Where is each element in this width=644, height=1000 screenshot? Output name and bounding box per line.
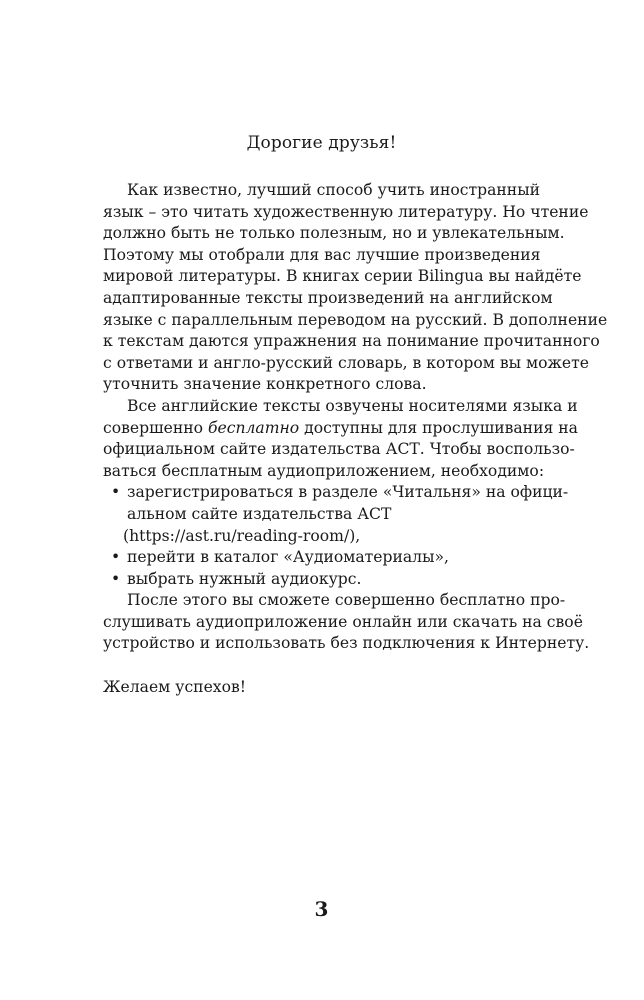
paragraph-1-line-3: должно быть не только полезным, но и увлекательным.: [103, 224, 565, 243]
reading-room-url: (https://ast.ru/reading-room/),: [123, 526, 361, 545]
paragraph-2-line-3: официальном сайте издательства АСТ. Чтобы воспользо-: [103, 440, 575, 459]
page: [103, 0, 608, 1000]
paragraph-1-line-10: уточнить значение конкретного слова.: [103, 375, 427, 394]
bullet-2-text: перейти в каталог «Аудиоматериалы»,: [127, 548, 450, 567]
paragraph-1-line-4: Поэтому мы отобрали для вас лучшие произведения: [103, 245, 541, 264]
closing-line: Желаем успехов!: [103, 677, 247, 696]
paragraph-1-line-8: к текстам даются упражнения на понимание прочитанного: [103, 332, 600, 351]
paragraph-1-line-6: адаптированные тексты произведений на английском: [103, 288, 553, 307]
bullet-icon: •: [111, 569, 121, 588]
paragraph-3-line-3: устройство и использовать без подключения к Интернету.: [103, 634, 590, 653]
list-item: [103, 569, 540, 591]
paragraph-1-line-5: мировой литературы. В книгах серии Bilingua вы найдёте: [103, 267, 582, 286]
body-text: [103, 180, 608, 698]
paragraph-2-line-1: Все английские тексты озвучены носителями языка и: [127, 396, 578, 415]
paragraph-3-line-2: слушивать аудиоприложение онлайн или скачать на своё: [103, 612, 583, 631]
paragraph-1-line-2: язык – это читать художественную литературу. Но чтение: [103, 202, 589, 221]
paragraph-2-line-4: ваться бесплатным аудиоприложением, необходимо:: [103, 461, 545, 480]
spacer: [103, 655, 540, 677]
list-item: [103, 482, 569, 504]
paragraph-1-line-1: Как известно, лучший способ учить иностранный: [127, 181, 540, 199]
bullet-icon: •: [111, 548, 121, 567]
emphasis-free: бесплатно: [207, 418, 300, 437]
bullet-icon: •: [111, 483, 121, 502]
page-title: Дорогие друзья!: [246, 133, 397, 153]
bullet-1-line-2: альном сайте издательства АСТ: [127, 504, 392, 523]
paragraph-3-line-1: После этого вы сможете совершенно бесплатно про-: [127, 591, 566, 610]
bullet-1-line-1: зарегистрироваться в разделе «Читальня» на офици-: [127, 483, 569, 502]
paragraph-2-line-2-after: доступны для прослушивания на: [304, 418, 578, 437]
paragraph-1-line-9: с ответами и англо-русский словарь, в котором вы можете: [103, 353, 589, 372]
bullet-3-text: выбрать нужный аудиокурс.: [127, 569, 362, 588]
paragraph-2-line-2: [103, 418, 578, 440]
paragraph-2-line-2-before: совершенно: [103, 418, 204, 437]
paragraph-1-line-7: языке с параллельным переводом на русский. В дополнение: [103, 310, 608, 329]
page-number: 3: [314, 897, 329, 921]
list-item: [103, 547, 540, 569]
